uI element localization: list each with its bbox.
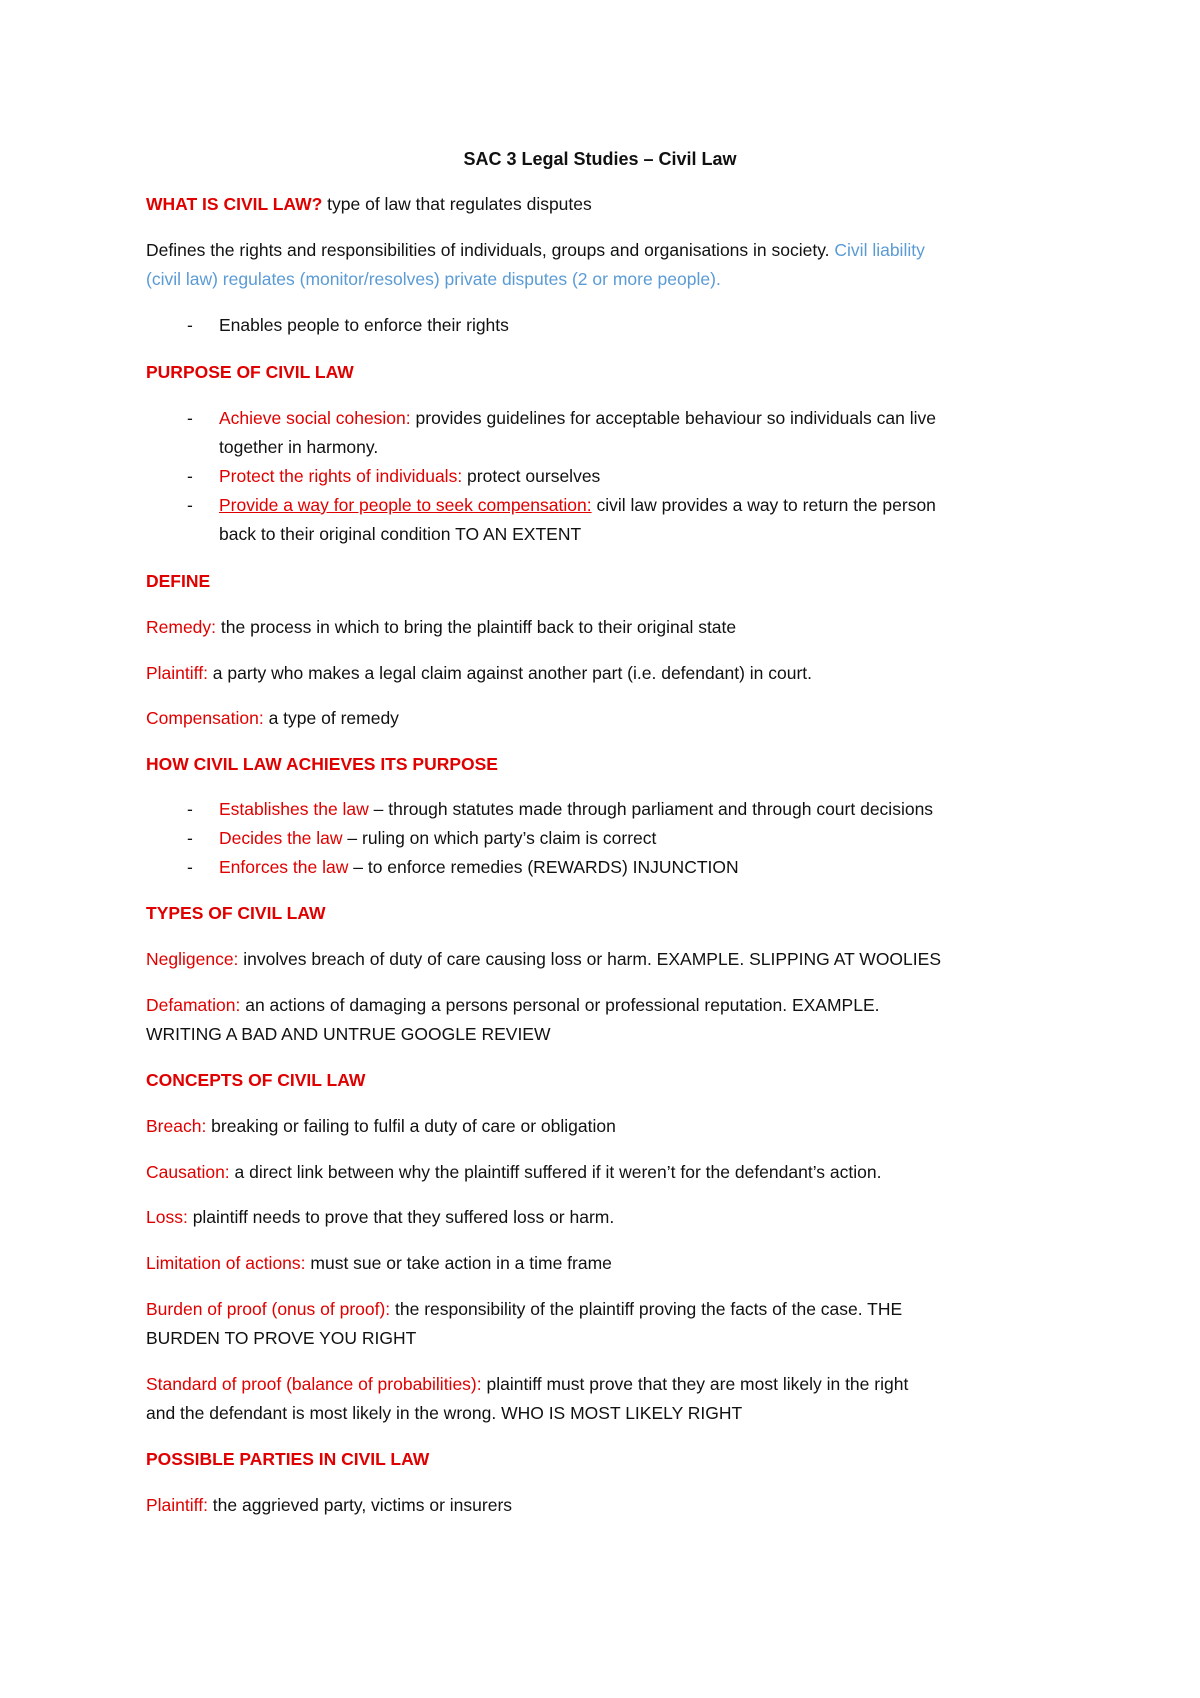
defines-line-1 bbox=[146, 240, 925, 261]
negligence-line bbox=[146, 949, 941, 970]
define-heading: DEFINE bbox=[146, 571, 211, 591]
define-item bbox=[146, 708, 399, 729]
concept-burden bbox=[146, 1299, 902, 1320]
concept-text: plaintiff must prove that they are most likely in the right bbox=[481, 1374, 909, 1394]
defines-line-2: (civil law) regulates (monitor/resolves) private disputes (2 or more people). bbox=[146, 269, 721, 289]
concept-burden-cont: BURDEN TO PROVE YOU RIGHT bbox=[146, 1328, 417, 1348]
bullet-dash: - bbox=[187, 495, 193, 515]
purpose-heading: PURPOSE OF CIVIL LAW bbox=[146, 362, 354, 382]
defamation-cont: WRITING A BAD AND UNTRUE GOOGLE REVIEW bbox=[146, 1024, 551, 1044]
defamation-text: an actions of damaging a persons personal or professional reputation. EXAMPLE. bbox=[240, 995, 880, 1015]
parties-heading: POSSIBLE PARTIES IN CIVIL LAW bbox=[146, 1449, 430, 1469]
concept-term: Loss: bbox=[146, 1207, 188, 1227]
concept-breach bbox=[146, 1116, 616, 1137]
purpose-text: civil law provides a way to return the person bbox=[591, 495, 936, 515]
purpose-item bbox=[219, 408, 936, 429]
what-is-text: type of law that regulates disputes bbox=[322, 194, 592, 214]
what-is-line bbox=[146, 194, 592, 215]
bullet-dash: - bbox=[187, 857, 193, 877]
purpose-text: protect ourselves bbox=[462, 466, 601, 486]
civil-liability-text: Civil liability bbox=[834, 240, 925, 260]
how-term: Establishes the law bbox=[219, 799, 369, 819]
bullet-dash: - bbox=[187, 408, 193, 428]
purpose-item bbox=[219, 466, 600, 487]
define-term: Plaintiff: bbox=[146, 663, 208, 683]
concept-text: a direct link between why the plaintiff suffered if it weren’t for the defendant’s action. bbox=[229, 1162, 882, 1182]
concept-loss bbox=[146, 1207, 614, 1228]
purpose-term: Achieve social cohesion: bbox=[219, 408, 411, 428]
concept-standard bbox=[146, 1374, 908, 1395]
negligence-text: involves breach of duty of care causing loss or harm. EXAMPLE. SLIPPING AT WOOLIES bbox=[238, 949, 941, 969]
concept-text: breaking or failing to fulfil a duty of care or obligation bbox=[206, 1116, 616, 1136]
how-item bbox=[219, 857, 739, 878]
how-text: – through statutes made through parliament and through court decisions bbox=[368, 799, 934, 819]
define-text: a party who makes a legal claim against another part (i.e. defendant) in court. bbox=[207, 663, 813, 683]
defines-text: Defines the rights and responsibilities of individuals, groups and organisations in society. bbox=[146, 240, 835, 260]
concept-standard-cont: and the defendant is most likely in the wrong. WHO IS MOST LIKELY RIGHT bbox=[146, 1403, 743, 1423]
what-is-heading: WHAT IS CIVIL LAW? bbox=[146, 194, 323, 214]
define-item bbox=[146, 663, 812, 684]
concept-term: Limitation of actions: bbox=[146, 1253, 306, 1273]
bullet-dash: - bbox=[187, 315, 193, 335]
party-plaintiff bbox=[146, 1495, 512, 1516]
concept-term: Breach: bbox=[146, 1116, 207, 1136]
defamation-line bbox=[146, 995, 880, 1016]
define-text: a type of remedy bbox=[263, 708, 399, 728]
defamation-term: Defamation: bbox=[146, 995, 241, 1015]
how-text: – ruling on which party’s claim is correct bbox=[342, 828, 657, 848]
purpose-term: Protect the rights of individuals: bbox=[219, 466, 463, 486]
concept-text: plaintiff needs to prove that they suffered loss or harm. bbox=[187, 1207, 615, 1227]
how-heading: HOW CIVIL LAW ACHIEVES ITS PURPOSE bbox=[146, 754, 498, 774]
define-item bbox=[146, 617, 736, 638]
purpose-item bbox=[219, 495, 936, 516]
document-title: SAC 3 Legal Studies – Civil Law bbox=[463, 149, 737, 169]
bullet-dash: - bbox=[187, 466, 193, 486]
concept-text: the responsibility of the plaintiff proving the facts of the case. THE bbox=[390, 1299, 903, 1319]
define-term: Compensation: bbox=[146, 708, 264, 728]
purpose-item-cont: back to their original condition TO AN EXTENT bbox=[219, 524, 582, 544]
negligence-term: Negligence: bbox=[146, 949, 239, 969]
how-term: Decides the law bbox=[219, 828, 343, 848]
purpose-text: provides guidelines for acceptable behaviour so individuals can live bbox=[410, 408, 936, 428]
types-heading: TYPES OF CIVIL LAW bbox=[146, 903, 326, 923]
define-text: the process in which to bring the plaintiff back to their original state bbox=[216, 617, 737, 637]
concept-term: Standard of proof (balance of probabilities): bbox=[146, 1374, 482, 1394]
concept-term: Burden of proof (onus of proof): bbox=[146, 1299, 391, 1319]
concept-text: must sue or take action in a time frame bbox=[305, 1253, 612, 1273]
enables-text: Enables people to enforce their rights bbox=[219, 315, 509, 335]
bullet-dash: - bbox=[187, 828, 193, 848]
concept-limitation bbox=[146, 1253, 612, 1274]
concept-causation bbox=[146, 1162, 881, 1183]
purpose-term: Provide a way for people to seek compensation: bbox=[219, 495, 592, 515]
party-term: Plaintiff: bbox=[146, 1495, 208, 1515]
how-item bbox=[219, 828, 656, 849]
bullet-dash: - bbox=[187, 799, 193, 819]
define-term: Remedy: bbox=[146, 617, 217, 637]
how-item bbox=[219, 799, 933, 820]
how-term: Enforces the law bbox=[219, 857, 349, 877]
party-text: the aggrieved party, victims or insurers bbox=[207, 1495, 513, 1515]
concepts-heading: CONCEPTS OF CIVIL LAW bbox=[146, 1070, 366, 1090]
how-text: – to enforce remedies (REWARDS) INJUNCTION bbox=[348, 857, 739, 877]
purpose-item-cont: together in harmony. bbox=[219, 437, 379, 457]
concept-term: Causation: bbox=[146, 1162, 230, 1182]
